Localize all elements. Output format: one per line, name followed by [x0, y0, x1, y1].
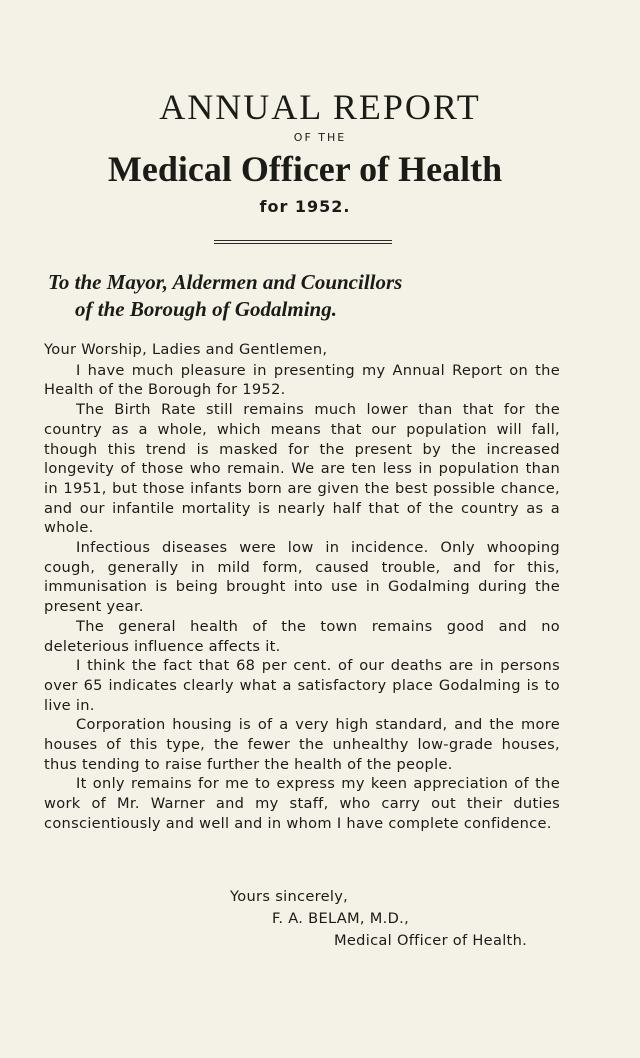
letter-paragraph: Corporation housing is of a very high standard, and the more houses of this type, the fewer the unhealthy low-grade houses, thus tending to raise further the health of the people.	[44, 716, 560, 773]
address-line-1: To the Mayor, Aldermen and Councillors	[48, 270, 403, 294]
letter-paragraph: Infectious diseases were low in incidence. Only whooping cough, generally in mild form, caused trouble, and for this, immunisation is being brought into use in Godalming during the present year.	[44, 539, 560, 616]
report-of-the: OF THE	[293, 131, 347, 144]
signature-title: Medical Officer of Health.	[334, 932, 528, 949]
report-year: for 1952.	[259, 197, 351, 216]
letter-paragraph: It only remains for me to express my keen appreciation of the work of Mr. Warner and my staff, who carry out their duties conscientiously and well and in whom I have complete confidence.	[44, 775, 560, 832]
letter-paragraph: The Birth Rate still remains much lower than that for the country as a whole, which means that our population will fall, though this trend is masked for the present by the increased longevity of those who remain. We are ten less in population than in 1951, but those infants born are given the best possible chance, and our infantile mortality is nearly half that of the country as a whole.	[44, 401, 560, 537]
report-officer-heading: Medical Officer of Health	[107, 149, 503, 189]
letter-paragraph: I have much pleasure in presenting my Annual Report on the Health of the Borough for 1952.	[44, 361, 560, 399]
signature-name: F. A. BELAM, M.D.,	[272, 910, 410, 927]
salutation: Your Worship, Ladies and Gentlemen,	[44, 341, 328, 358]
letter-paragraph: I think the fact that 68 per cent. of our deaths are in persons over 65 indicates clearly what a satisfactory place Godalming is to live in.	[44, 657, 560, 714]
report-title: ANNUAL REPORT	[159, 87, 481, 127]
letter-paragraph: The general health of the town remains good and no deleterious influence affects it.	[44, 617, 560, 655]
closing-line: Yours sincerely,	[230, 888, 349, 905]
divider-rule-bottom	[214, 243, 392, 244]
address-line-2: of the Borough of Godalming.	[75, 297, 337, 321]
letter-body	[44, 340, 560, 834]
divider-rule-top	[214, 240, 392, 241]
